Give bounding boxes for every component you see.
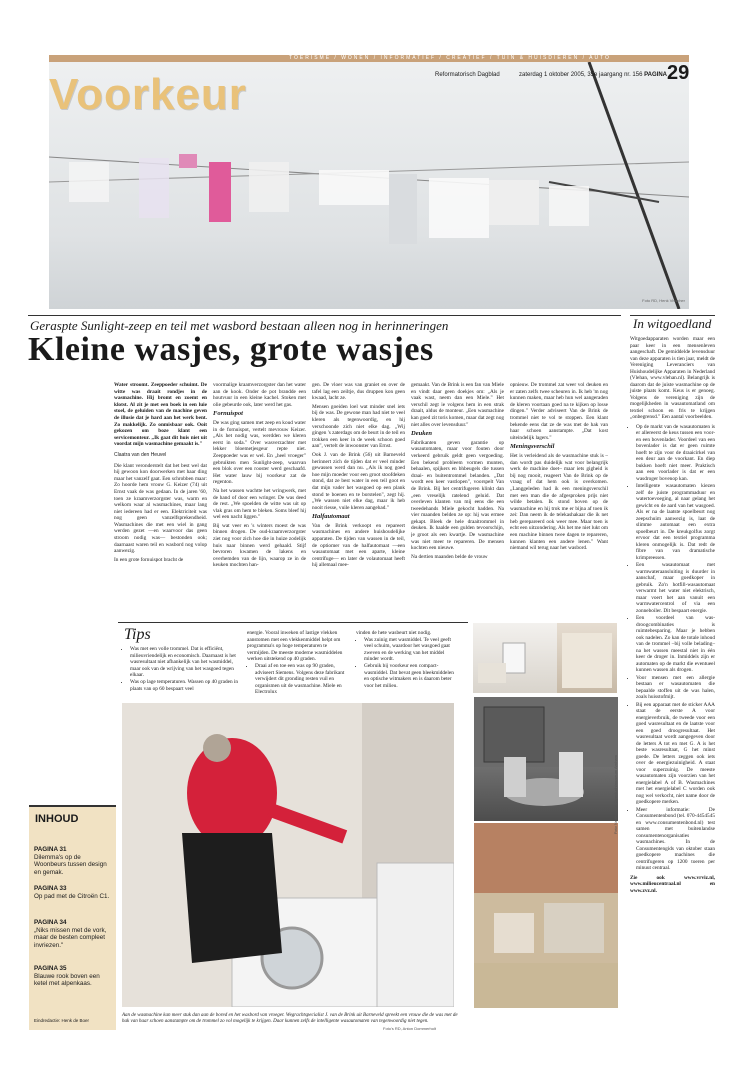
sidebar-footer: Zie ook www.vrviz.nl, www.milieucentraal.nl en www.zvz.nl. — [630, 874, 715, 894]
paragraph: opnieuw. De trommel zat weer vol deuken en er zaten zelfs twee scheuren in. Ik heb 'm nog kunnen maken, maar heb hun wel aangeraden de kleren voortaan goed na te kijken op losse dingen." Verder adviseert Van de Brink de trommel niet te vol te stoppen. Een klant bekende eens dat ze de was met de hak van haar schoen aanstampte. „Dat kost uiteindelijk lagers." — [510, 382, 608, 441]
sidebar-list — [630, 424, 715, 872]
contents-page: PAGINA 35 — [34, 965, 67, 972]
photo-credit: Foto RD, Henk Visscher — [642, 298, 685, 303]
contents-text: Dilemma's op de Woonbeurs tussen design en gemak. — [34, 853, 107, 876]
contents-text: „Niks missen met de vork, maar de besten compleet invriezen." — [34, 926, 107, 949]
sidebar-title: In witgoedland — [633, 316, 712, 331]
paragraph: Het is verleidend als de wasmachine stuk is –dan wordt pas duidelijk wat voor belangrijk werk de machine doet– maar iets gigheid is bij nog mooit, reageert Van de Brink op de vraag of dat hem ook is overkomen. „Langgeleden had ik een meningsverschil met een man die de afgesproken prijs niet wilde betalen. Ik stond boven op de wasmachine en hij trok me er bijna af toen ik zei: Dan neem ik de telekashakaar die ik net heb gerepareerd ook weer mee. Maar toen is echt een uitzondering. Als het me niet lukt om een machine binnen twee dagen te repareren, kunnen klanten een andere lenen." Want niemand wil terug naar het wasbord. — [510, 452, 608, 552]
sidebar-bullet: • Een voordeel van was-droogcombinaties is ruimtebesparing. Maar je hebben ook nadelen. Zo kan de totale inhoud van de trommel –bij volle belading– na het wassen meestal niet in één keer de droger in. Inmiddels zijn er automaten op de markt die eventueel kunnen wassen als drogen. — [636, 615, 715, 674]
contents-page: PAGINA 34 — [34, 919, 67, 926]
article-col-3 — [312, 382, 405, 618]
tips-divider — [118, 622, 468, 623]
contents-item[interactable] — [34, 846, 114, 876]
tips-col-2 — [247, 630, 347, 696]
contents-item[interactable] — [34, 885, 114, 900]
paragraph: Fabrikanten geven garantie op wasautomaten, maar voor fouten door verkeerd gebruik geldt geen vergoeding. Een bekend probleem vormen munten, behaalen, spijkers en bhbeugels die tussen draai- en buitentrommel belanden. „Dat wordt een keer vastlopen", voorspelt Van de Brink. Bij het centrifugeren klinkt dan „een vreselijk ratelend geluid. Dat overleven klanten van mij eens die een tweedehands Miele gekocht hadden. Na vier maanden belden ze op: hij was ermee gekapt. Bleek de hele draaitrommel in deuken. Ik haalde een gulden tevoorschijn, je groot als een kwartje. De wasmachine was niet meer te repareren. De mensen kochten een nieuwe. — [411, 439, 504, 552]
article-col-5 — [510, 382, 608, 618]
divider — [28, 315, 621, 316]
sidebar-bullet: • Bij een apparaat met de sticker AAA staat de eerste A voor energieverbruik, de tweede voor een goed wasresultaat en de laatste voor een goed droogresultaat. Het wasresultaat wordt aangegeven door de letters A tot en met G. A is het beste wasresultaat, G het minst goede. De letters zeggen ook iets over de energiezuinigheid. A staat voor superzuinig. De meeste wasautomaten zijn voorzien van het energielabel A of B. Wasmachines met het energielabel C worden ook nog wel verkocht, niet name door de goedkopere merken. — [636, 702, 715, 806]
paragraph: Die klant veronderstelt dat het best wel dat hij gewoon kon doorwerken met haar ding maar het vanzelf gaat. Een schrobben maar: Zo hoorde hem vrouw G. Keizer (74) uit Ernst vaak de was gedaan. In de jaren '60, toen ze kraamverzorgster was, warm en welkom waar al wasmachines, maar lang niet iedereen had er een. Elektriciteit was nog geen vanzelfsprekendheid. Wasmachines die met een wiel in gang werden gezet —en waarvoor das geen stroom nodig was— bestonden ook; daarnaast waren teil en wasbord nog volop aanwezig. — [114, 462, 207, 555]
subhead: Fornuispot — [213, 410, 243, 418]
contents-page: PAGINA 33 — [34, 885, 67, 892]
article-lead: Water stroomt. Zeeppoeder schuimt. De witte was draait rondjes in de wasmachine. Hij bromt en zoemt en klotst. Al zit je met een boek in een luie stoel, de geluiden van de machine geven de illusie dat je hard aan het werk bent. Zo makkelijk. Zo onmisbaar ook. Ooit gekozen om boze klant een servicemonteur. „Ik gaat dit huis niet uit voordat mijn wasmachine gemaakt is." — [114, 382, 207, 448]
tip-text: energie. Vooral inweken of lastige vlekken aanstomen met een vlekkenmiddel helpt om programma's op hoge temperaturen te vermijden. De meeste moderne wasmiddelen werken uitstekend op 40 graden. — [247, 630, 343, 663]
paper-name: Reformatorisch Dagblad — [435, 72, 500, 78]
paragraph: gemaakt. Van de Brink is een fan van Miele en vindt daar geen doekjes om: „Als je vaak wast, neem dan een Miele." Het verschil zegt ie volgens hem in een strak draait, aldus de monteur. „Een wasmachine kan goed zit toris komen, maar dat zegt nog niet alles over levensduur." — [411, 382, 504, 428]
paragraph: gen. De vloer was van graniet en over de tafel lag een zeiltje, dus druppen kon geen kwaad, lacht ze. — [312, 382, 405, 402]
editor-credit: Eindredactie: Henk de Boer — [34, 1018, 90, 1023]
paragraph: Mensen goeiden loel wat minder snel iets bij de was. De gewone man had niet te veel kleren als tegenwoordig, en hij verschoonde zich niet elke dag. „Wij gingen 's zaterdags om de beurt in de teil en trokken een keer in de week schoon goed aan", vertelt de inwoonster van Ernst. — [312, 403, 405, 450]
caption-credit: Foto's RD, Anton Dommerholt — [383, 1026, 437, 1031]
contents-item[interactable] — [34, 919, 114, 949]
contents-text: Op pad met de Citroën C1. — [34, 892, 110, 900]
tip-item: • Was met een volle trommel. Dat is efficiënt, milieuvriendelijk en economisch. Daarnaast is het wasresultaat niet afhankelijk van het wasmiddel, maar ook van de wrijving van het wasgoed tegen elkaar. — [130, 646, 240, 679]
tip-item: • Was op lage temperaturen. Wassen op 40 graden in plaats van op 60 bespaart veel — [130, 679, 240, 692]
sidebar-intro: Witgoedapparaten worden maar een paar keer in een mensenleven aangeschaft. De gemiddelde levensduur van deze apparaten is tien jaar, meldt de Vereniging Leveranciers van Huishoudelijke Apparaten in Nederland (Vlehan, www.vlehan.nl). Belangrijk is daarom dat de juiste wasmachine op de juiste plaats komt. Keus is er genoeg. Volgens de vereniging zijn de mogelijkheden in wasautomatland om textiel schoon en fris te krijgen „onbegrensd." Een aantal voorbeelden. — [630, 336, 715, 420]
subhead: Deuken — [411, 430, 432, 438]
paragraph: De was ging samen met zeep en koud water in de fornuispot, vertelt mevrouw Keizer. „Als het nodig was, werdden we kleren eerst in soda." Over wasverzachter met lekker bloemetjesgeur repte niet. Zeeppoeder was er wel. En „heel vroeger" gebruikten men Sunlight-zeep, waarvan een blok over een rooster werd geschaafd. Het water lauw bij voorkeur zat de regenton. — [213, 419, 306, 486]
sidebar-bullet: • Intelligente wasautomaten kiezen zelf de juiste programmaduur en watertoevoeging, al naar gelang het gewicht en de aard van het wasgoed. Als er na de laatste spoelbeurt nog zeepschuim aanwezig is, laat de slimme automaat een extra spoelbeurt in. De kreukgolfus zorgt ervoor dat een textiel programma kleren onmogelijk is. Dat redt de fibre van van dramatische krimpreessen. — [636, 483, 715, 561]
tip-item: • Gebruik bij voorkeur een compact-wasmiddel. Dat bevat geen bleekmiddelen en optische witmakers en is daarom beter voor het milieu. — [364, 663, 460, 689]
clothespins-illustration — [474, 823, 618, 1008]
paragraph: Ook J. van de Brink (56) uit Barneveld herinnert zich de tijden dat er veel minder gewassen werd dan nu. „Als ik nog goed hoe mijn moeder voor een groot stoofdeken stond, dat ze best water in een teil goot en dat mijn vader het wasgoed op een plank stond te boenen en te borstelen", zegt hij. „We wassen niet elke dag, maar ik heb nooit riesse, vuile kleren aangehad." — [312, 451, 405, 511]
tip-item: • Draai af en toe een was op 90 graden, adviseert Siemens. Volgens deze fabrikant verwijdert dit gronding resten vuil en organismen uit de wasmachine. Miele en Electrolux — [255, 663, 347, 696]
article-col-4 — [411, 382, 504, 618]
soap-illustration — [473, 623, 557, 693]
page-label: PAGINA — [644, 72, 667, 78]
byline: Claatra van den Heuvel — [114, 451, 167, 458]
historic-washday-photo — [474, 697, 618, 821]
tips-col-3 — [356, 630, 460, 689]
paragraph: Na dertien maanden belde de vrouw — [411, 553, 488, 560]
photo-caption: Aan de wasmachine kan meer stuk dan aan de bored en het wasbord van vroeger. Wegrachtspecialist J. van de Brink uit Barneveld spreekt een vrouw die de was met de hak van haar schoen aanstampte om de trommel zo vol mogelijk te krijgen. Daar kunnen zelfs de intelligente wasautomaten van tegenwoordig niet tegen. — [122, 1013, 458, 1024]
paragraph: Na het wassen wachtte het wringwerk, met de hand of door een wringer. De was deed de rest. „We spoelden de witte was uit op vlak gras om hem te bleken. Soms bleef hij wel een nacht liggen." — [213, 487, 306, 521]
laundry-line-photo — [49, 62, 689, 309]
subhead: Meningsverschil — [510, 443, 555, 451]
contents-page: PAGINA 31 — [34, 846, 67, 853]
soap-photo — [473, 623, 557, 693]
contents-item[interactable] — [34, 965, 114, 988]
section-brand: Voorkeur — [49, 70, 247, 119]
sidebar-bullet: • Een wasautomaat met warmwateraansluiting is duurder in aanschaf, maar goedkoper in gebruik. Zo'n hotfill-wasautomaat verwarmt het water niet elektrisch, maar voert het aan vanuit een warmwatercentrol of via een zonneboiler. Dit bespaart energie. — [636, 562, 715, 614]
paragraph: Bij wat veer en 's winters moest de was binnen drogen. De oud-kraamverzorgster ziet nog voor zich hoe die in huize zodelijk huis naar binnen werd gehaald. Stijf bevroren kwamen de lakens en overhemden van de lijn, waarop ze in de keuken mochten han- — [213, 522, 306, 569]
washday-illustration — [474, 697, 618, 821]
sidebar-body — [630, 336, 715, 897]
clothespins-photo — [474, 823, 618, 1008]
tips-title: Tips — [124, 626, 151, 643]
article-col-1 — [114, 382, 207, 618]
kicker: Geraspte Sunlight-zeep en teil met wasbord bestaan alleen nog in herinneringen — [30, 318, 449, 333]
clothes-photo — [557, 623, 617, 693]
article-col-2 — [213, 382, 306, 618]
clothes-illustration — [557, 623, 617, 693]
section-bar: TOERISME / WONEN / INFORMATIEF / CREATIEF / TUIN & HUISDIEREN / AUTO — [49, 55, 689, 62]
paragraph: In een grote fornuispot bracht de — [114, 556, 184, 563]
photo-credit-side: Foto Nederlands Openluchtmuseum Arnhem — [613, 755, 618, 835]
contents-title: INHOUD — [35, 813, 79, 825]
sidebar-bullet: • Meer informatie: De Consumentenbond (tel. 070-4454545 en www.consumentenbond.nl) test samen met buitenlandse consumentenorganisaties wasmachines. In de Consumentengids van oktober staan goedkopere machines die centrifugeren op 1200 toeren per minuut centraal. — [636, 807, 715, 872]
tip-item: • Was zuinig met wasmiddel. Te veel geeft veel schuim, waardoor het wasgoed gaat zweven en de werking van het middel minder wordt. — [364, 637, 460, 663]
woman-washing-illustration — [122, 703, 454, 1007]
contents-text: Blauwe rook boven een ketel met alpenkaas. — [34, 972, 100, 988]
paragraph: voormalige kraamverzorgster dan het water aan de kook. Onder de pot brandde een houtvuur in een kleine kachel. Stoken met olie gebeurde ook, later werd het gas. — [213, 382, 306, 408]
paragraph: Van de Brink verkoopt en repareert wasmachines en andere huishoudelijke apparaten. De tijden van wassen in de teil, de optiomer van de halfautomaat —een wasautomaat met een aparte, kleine centrifuge— en later de volautomaat heeft hij allemaal mee- — [312, 522, 405, 569]
tips-col-1 — [122, 646, 240, 692]
washing-machine-photo — [122, 703, 454, 1007]
headline: Kleine wasjes, grote wasjes — [28, 331, 434, 368]
page-number: 29 — [667, 62, 689, 84]
tip-text: vinden de hete wasbeurt niet nodig. — [356, 630, 432, 636]
date-line — [519, 72, 667, 78]
subhead: Halfautomaat — [312, 513, 350, 521]
sidebar-bullet: • Op de markt van de wasautomaten is er allereerst de keus tussen een voor- en een bovenlader. Voordeel van een bovenlader is dat er geen ruimte hoeft te zijn voor de draaicirkel van een deur aan de voorkant. En diep bukken hoeft niet meer. Praktisch aan een voorlader is dat er een wasdroger bovenop kan. — [636, 424, 715, 483]
contents-box — [29, 805, 116, 1030]
sidebar-bullet: • Voor mensen met een allergie bestaan er wasautomaten die bepaalde stoffen uit de was halen, zoals huisstofmijt. — [636, 675, 715, 701]
date-text: zaterdag 1 oktober 2005, 35e jaargang nr. 156 — [519, 72, 643, 78]
